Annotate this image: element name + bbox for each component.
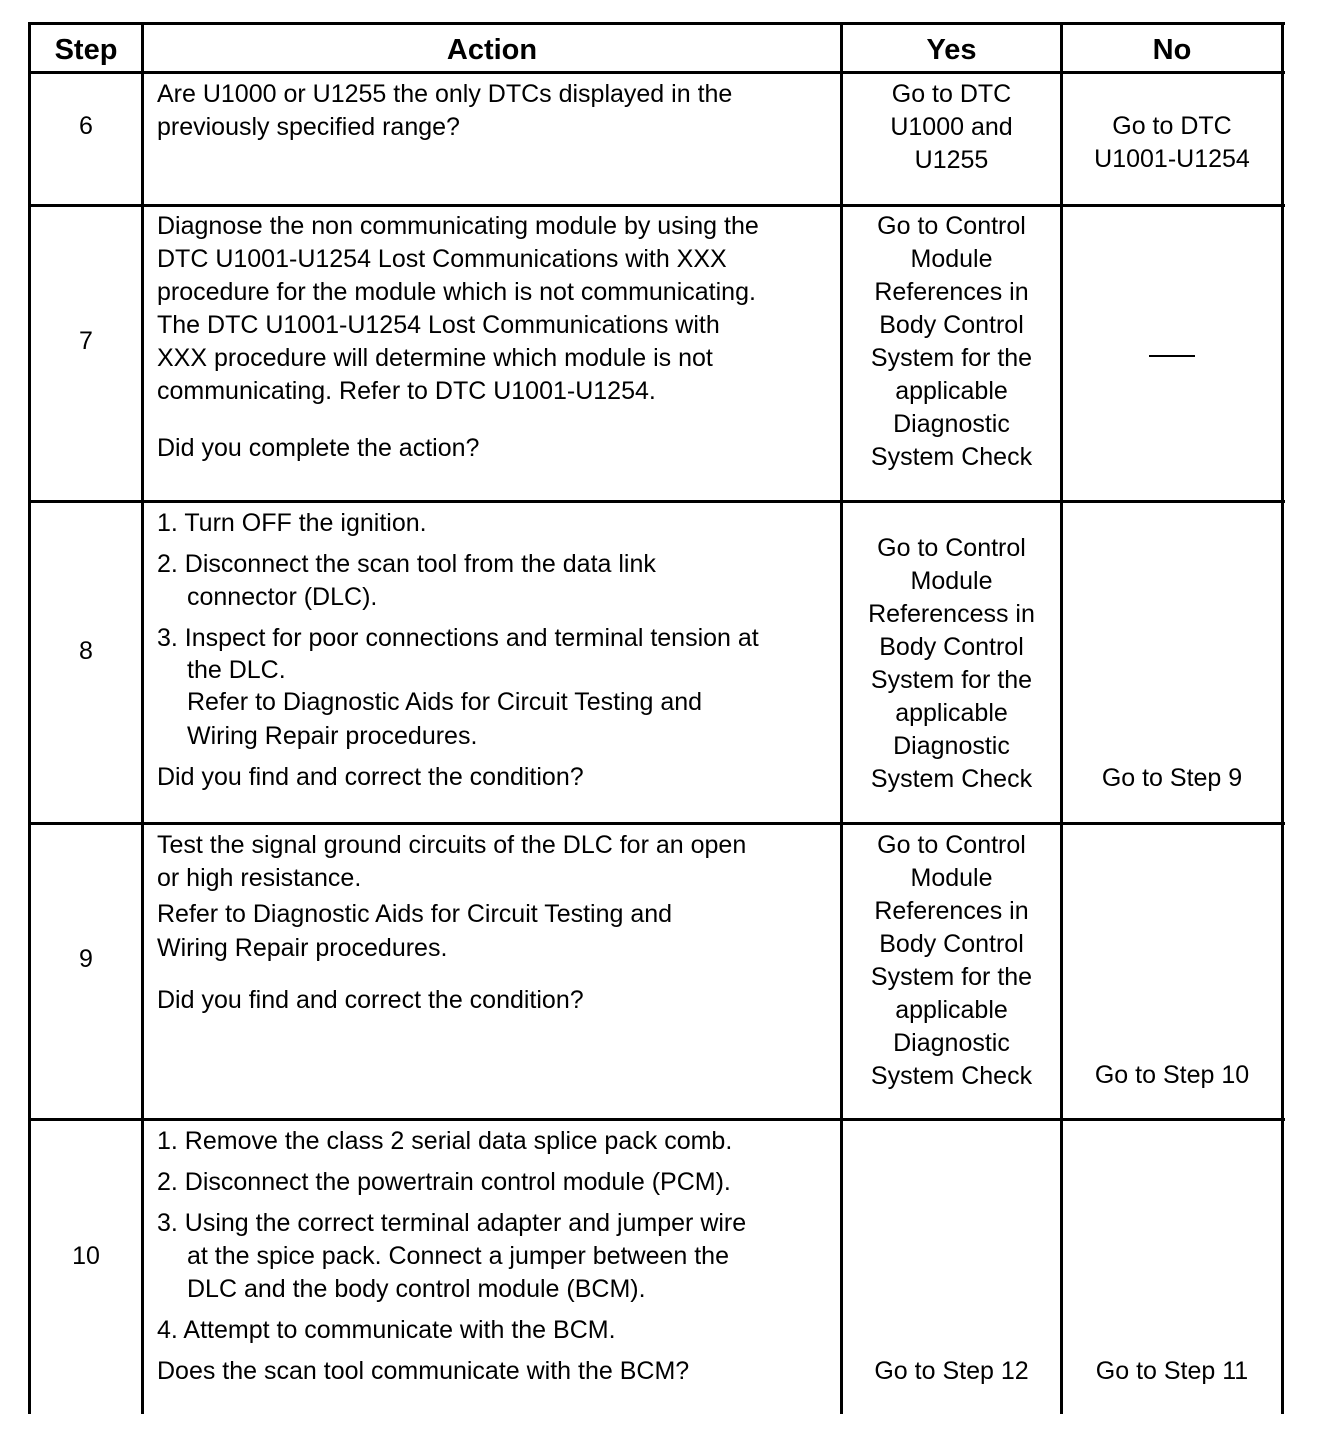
- yes-cell: [843, 210, 1060, 474]
- step-number: 6: [79, 112, 93, 140]
- action-line: communicating. Refer to DTC U1001-U1254.: [157, 377, 656, 405]
- action-question: Did you find and correct the condition?: [157, 986, 584, 1014]
- no-cell: [1063, 110, 1281, 176]
- action-line: procedure for the module which is not communicating.: [157, 278, 756, 306]
- action-line: Test the signal ground circuits of the DLC for an open: [157, 831, 747, 859]
- yes-line: Diagnostic: [893, 410, 1010, 438]
- yes-line: Referencess in: [868, 600, 1035, 628]
- yes-line: Body Control: [879, 930, 1024, 958]
- step-number: 7: [79, 327, 93, 355]
- action-line: 4. Attempt to communicate with the BCM.: [157, 1316, 616, 1344]
- action-line: DTC U1001-U1254 Lost Communications with XXX: [157, 245, 727, 273]
- header-yes: Yes: [926, 34, 977, 66]
- table-border-right: [1281, 22, 1284, 1414]
- yes-cell: [843, 829, 1060, 1093]
- action-line: previously specified range?: [157, 113, 460, 141]
- yes-line: Diagnostic: [893, 1029, 1010, 1057]
- action-text: [157, 1125, 837, 1388]
- action-line: Wiring Repair procedures.: [157, 934, 448, 962]
- action-line: Are U1000 or U1255 the only DTCs displayed in the: [157, 80, 733, 108]
- action-line: 3. Inspect for poor connections and terminal tension at: [157, 624, 759, 652]
- action-line: 2. Disconnect the powertrain control module (PCM).: [157, 1168, 731, 1196]
- yes-line: System for the: [870, 344, 1033, 372]
- action-line: Wiring Repair procedures.: [187, 722, 478, 750]
- yes-line: Go to Control: [877, 831, 1026, 859]
- yes-line: References in: [874, 278, 1029, 306]
- action-question: Did you find and correct the condition?: [157, 763, 584, 791]
- action-question: Does the scan tool communicate with the BCM?: [157, 1357, 690, 1385]
- yes-cell: Go to Step 12: [874, 1357, 1029, 1385]
- yes-line: Module: [910, 864, 993, 892]
- action-line: Refer to Diagnostic Aids for Circuit Testing and: [187, 688, 703, 716]
- header-action: Action: [446, 34, 538, 66]
- no-line: Go to DTC: [1112, 112, 1232, 140]
- no-cell: Go to Step 9: [1101, 764, 1243, 792]
- no-cell: [1063, 339, 1281, 372]
- action-line: Refer to Diagnostic Aids for Circuit Testing and: [157, 900, 673, 928]
- no-line: U1001-U1254: [1094, 145, 1250, 173]
- action-text: [157, 78, 837, 144]
- action-line: the DLC.: [187, 656, 286, 684]
- action-line: Diagnose the non communicating module by using the: [157, 212, 759, 240]
- yes-line: applicable: [895, 996, 1008, 1024]
- no-cell: Go to Step 11: [1095, 1357, 1249, 1385]
- action-line: DLC and the body control module (BCM).: [187, 1275, 646, 1303]
- yes-line: U1000 and: [890, 113, 1013, 141]
- action-text: [157, 507, 837, 794]
- no-dash: [1149, 355, 1195, 357]
- action-line: 3. Using the correct terminal adapter and jumper wire: [157, 1209, 747, 1237]
- yes-line: Module: [910, 245, 993, 273]
- no-cell: Go to Step 10: [1094, 1061, 1250, 1089]
- step-number: 10: [72, 1242, 100, 1270]
- row-divider: [28, 204, 1285, 207]
- action-text: [157, 210, 837, 465]
- yes-line: U1255: [914, 146, 989, 174]
- yes-line: Body Control: [879, 633, 1024, 661]
- yes-line: System Check: [870, 765, 1033, 793]
- row-divider: [28, 500, 1285, 503]
- column-divider: [141, 22, 144, 1414]
- action-line: or high resistance.: [157, 864, 362, 892]
- yes-line: Go to Control: [877, 212, 1026, 240]
- action-line: 1. Remove the class 2 serial data splice pack comb.: [157, 1127, 733, 1155]
- column-divider: [1060, 22, 1063, 1414]
- yes-cell: [843, 78, 1060, 177]
- header-step: Step: [54, 34, 118, 66]
- yes-line: References in: [874, 897, 1029, 925]
- row-divider: [28, 1118, 1285, 1121]
- action-line: 1. Turn OFF the ignition.: [157, 509, 427, 537]
- yes-line: Go to DTC: [891, 80, 1012, 108]
- table-border-left: [28, 22, 31, 1414]
- action-text: [157, 829, 837, 1017]
- yes-cell: [843, 532, 1060, 796]
- action-line: XXX procedure will determine which module is not: [157, 344, 713, 372]
- action-line: connector (DLC).: [187, 583, 378, 611]
- yes-line: Go to Control: [877, 534, 1026, 562]
- action-line: at the spice pack. Connect a jumper between the: [187, 1242, 729, 1270]
- yes-line: System for the: [870, 666, 1033, 694]
- header-no: No: [1152, 34, 1192, 66]
- yes-line: System Check: [870, 443, 1033, 471]
- row-divider: [28, 822, 1285, 825]
- step-number: 8: [79, 637, 93, 665]
- yes-line: Module: [910, 567, 993, 595]
- step-number: 9: [79, 945, 93, 973]
- yes-line: Diagnostic: [893, 732, 1010, 760]
- yes-line: applicable: [895, 699, 1008, 727]
- yes-line: applicable: [895, 377, 1008, 405]
- yes-line: System Check: [870, 1062, 1033, 1090]
- action-line: 2. Disconnect the scan tool from the data link: [157, 550, 656, 578]
- yes-line: System for the: [870, 963, 1033, 991]
- action-line: The DTC U1001-U1254 Lost Communications with: [157, 311, 720, 339]
- action-question: Did you complete the action?: [157, 434, 480, 462]
- yes-line: Body Control: [879, 311, 1024, 339]
